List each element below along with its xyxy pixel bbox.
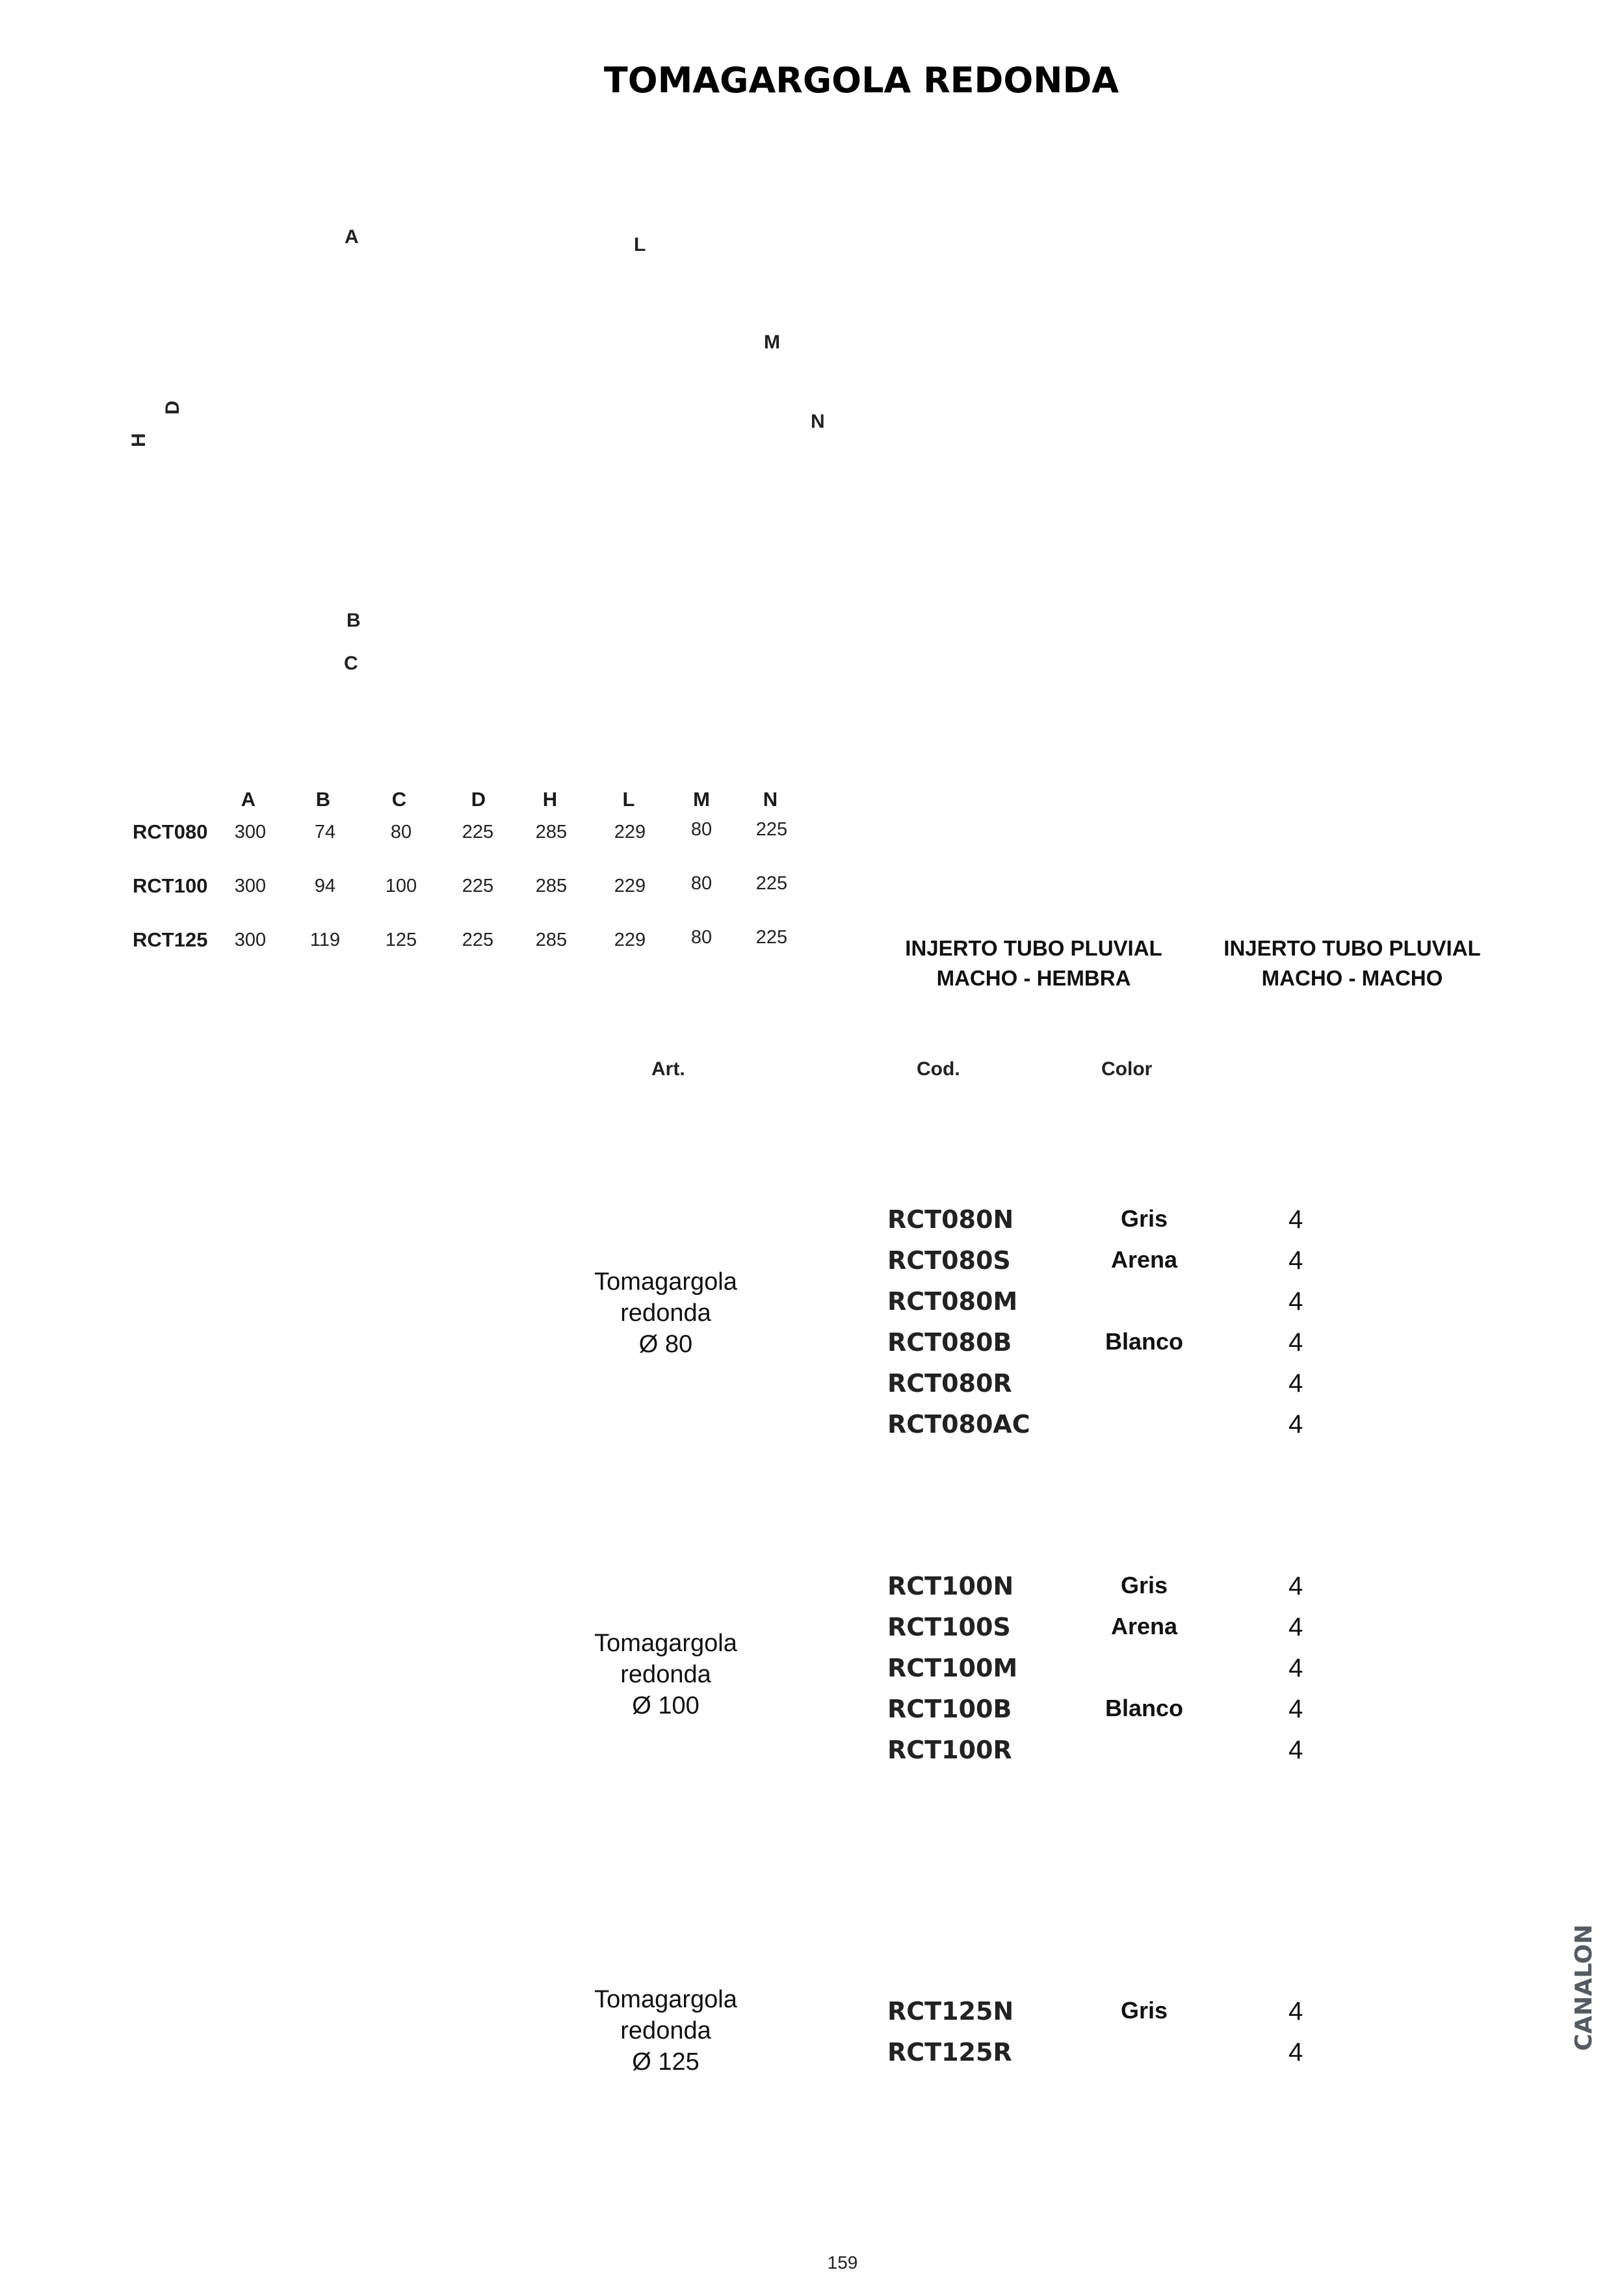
dim-header-m: M <box>693 788 710 811</box>
article-description <box>562 1984 770 2078</box>
product-code: RCT100S <box>887 1613 1011 1641</box>
dimension-label-c: C <box>344 653 358 674</box>
product-quantity: 4 <box>1288 2038 1303 2067</box>
product-quantity: 4 <box>1288 1613 1303 1641</box>
table-cell: 225 <box>755 873 788 894</box>
product-color: Gris <box>1120 1997 1168 2024</box>
dimension-label-n: N <box>811 411 825 432</box>
page-title: TOMAGARGOLA REDONDA <box>603 60 1119 101</box>
product-color: Arena <box>1110 1613 1178 1639</box>
article-line: Tomagargola <box>594 1986 737 2013</box>
product-code: RCT100R <box>887 1736 1012 1764</box>
table-cell: 80 <box>690 873 713 894</box>
table-cell: 229 <box>614 822 646 842</box>
product-code: RCT100M <box>887 1654 1018 1682</box>
table-cell: 225 <box>462 876 494 896</box>
article-line: redonda <box>620 2017 711 2044</box>
product-code: RCT100B <box>887 1695 1012 1723</box>
table-cell: 94 <box>314 876 336 896</box>
product-code: RCT125R <box>887 2038 1012 2067</box>
dimension-label-l: L <box>634 234 646 255</box>
dim-header-d: D <box>471 788 486 811</box>
product-code: RCT080R <box>887 1369 1012 1398</box>
group-heading-macho-macho <box>1203 933 1502 993</box>
article-description <box>562 1628 770 1721</box>
page-number: 159 <box>827 2252 858 2273</box>
article-line: Ø 100 <box>632 1692 700 1719</box>
product-code: RCT080B <box>887 1328 1012 1357</box>
product-quantity: 4 <box>1288 1328 1303 1357</box>
table-cell: 285 <box>535 876 568 896</box>
product-color: Gris <box>1120 1205 1168 1232</box>
column-header-art: Art. <box>651 1058 685 1080</box>
product-quantity: 4 <box>1288 1369 1303 1398</box>
table-cell: 225 <box>755 927 788 948</box>
article-line: Ø 125 <box>632 2048 700 2076</box>
product-code: RCT125N <box>887 1997 1014 2026</box>
table-cell: 125 <box>385 930 417 950</box>
product-code: RCT080M <box>887 1287 1018 1316</box>
product-color: Gris <box>1120 1572 1168 1598</box>
product-code: RCT080S <box>887 1246 1011 1275</box>
article-line: Tomagargola <box>594 1268 737 1296</box>
group-heading-line: INJERTO TUBO PLUVIAL <box>1223 936 1481 960</box>
product-quantity: 4 <box>1288 1572 1303 1600</box>
table-cell: 285 <box>535 930 568 950</box>
table-cell: 285 <box>535 822 568 842</box>
table-cell: 225 <box>462 822 494 842</box>
dim-header-a: A <box>241 788 256 811</box>
article-line: redonda <box>620 1661 711 1688</box>
product-quantity: 4 <box>1288 1287 1303 1316</box>
dimension-label-h: H <box>127 433 150 447</box>
product-quantity: 4 <box>1288 1695 1303 1723</box>
table-cell: 80 <box>390 822 412 842</box>
row-code: RCT125 <box>133 928 208 951</box>
row-code: RCT100 <box>133 874 208 897</box>
product-quantity: 4 <box>1288 1997 1303 2026</box>
product-color: Blanco <box>1105 1328 1184 1355</box>
product-quantity: 4 <box>1288 1736 1303 1764</box>
group-heading-macho-hembra <box>884 933 1183 993</box>
group-heading-line: MACHO - HEMBRA <box>936 966 1131 990</box>
dimension-label-m: M <box>764 332 780 353</box>
table-cell: 80 <box>690 927 713 948</box>
article-line: redonda <box>620 1299 711 1327</box>
table-cell: 74 <box>314 822 336 842</box>
product-color: Arena <box>1110 1246 1178 1273</box>
group-heading-line: MACHO - MACHO <box>1261 966 1443 990</box>
table-cell: 225 <box>462 930 494 950</box>
row-code: RCT080 <box>133 820 208 843</box>
table-cell: 100 <box>385 876 417 896</box>
dim-header-h: H <box>542 788 558 811</box>
column-header-color: Color <box>1101 1058 1153 1080</box>
product-quantity: 4 <box>1288 1410 1303 1439</box>
dim-header-l: L <box>622 788 635 811</box>
product-code: RCT080N <box>887 1205 1014 1234</box>
article-line: Ø 80 <box>638 1331 693 1358</box>
table-cell: 300 <box>234 930 267 950</box>
dimension-label-a: A <box>345 226 359 248</box>
product-quantity: 4 <box>1288 1205 1303 1234</box>
table-cell: 300 <box>234 876 267 896</box>
product-quantity: 4 <box>1288 1246 1303 1275</box>
dim-header-n: N <box>763 788 778 811</box>
dimension-label-b: B <box>347 610 361 631</box>
table-cell: 300 <box>234 822 267 842</box>
dim-header-b: B <box>315 788 331 811</box>
section-side-label: CANALON <box>1571 1924 1597 2051</box>
table-cell: 80 <box>690 819 713 840</box>
table-cell: 229 <box>614 876 646 896</box>
table-cell: 229 <box>614 930 646 950</box>
table-cell: 225 <box>755 819 788 840</box>
dim-header-c: C <box>391 788 407 811</box>
product-code: RCT100N <box>887 1572 1014 1600</box>
article-line: Tomagargola <box>594 1630 737 1657</box>
group-heading-line: INJERTO TUBO PLUVIAL <box>905 936 1162 960</box>
product-quantity: 4 <box>1288 1654 1303 1682</box>
table-cell: 119 <box>309 930 341 950</box>
dimension-label-d: D <box>161 400 183 415</box>
product-color: Blanco <box>1105 1695 1184 1721</box>
column-header-cod: Cod. <box>917 1058 960 1080</box>
article-description <box>562 1266 770 1360</box>
product-code: RCT080AC <box>887 1410 1030 1439</box>
